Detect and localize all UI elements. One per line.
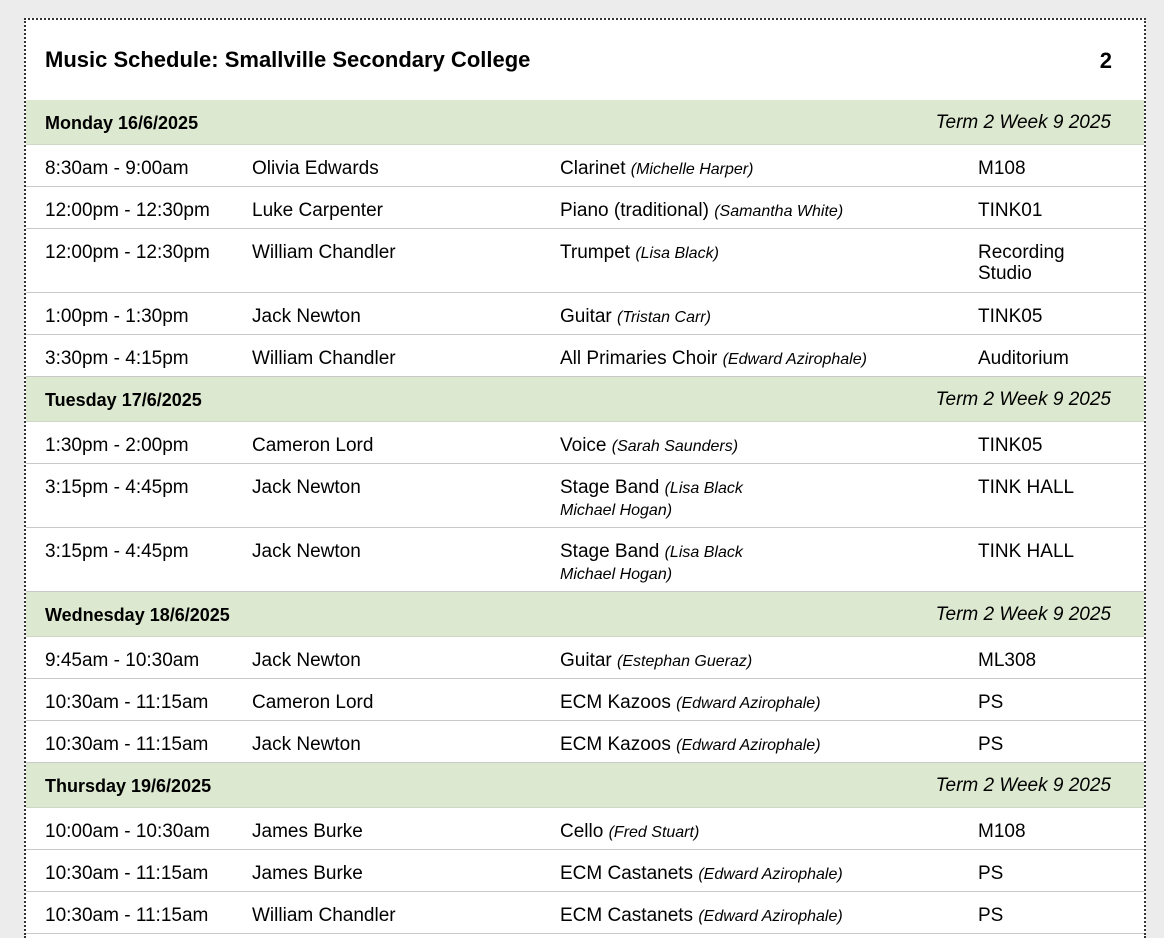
schedule-page — [24, 18, 1146, 938]
teacher-name: (Lisa Black Michael Hogan) — [560, 480, 743, 519]
schedule-row — [26, 721, 1144, 763]
room-name: M108 — [978, 158, 1026, 179]
lesson-cell — [560, 863, 960, 885]
room-name: PS — [978, 905, 1004, 926]
student-name: Olivia Edwards — [252, 158, 379, 179]
schedule-row — [26, 850, 1144, 892]
lesson-cell — [560, 692, 960, 714]
instrument-name: All Primaries Choir — [560, 348, 718, 369]
schedule-row — [26, 335, 1144, 377]
day-header — [26, 763, 1144, 808]
room-name: M108 — [978, 821, 1026, 842]
page-title: Music Schedule: Smallville Secondary College — [45, 47, 531, 72]
student-name: William Chandler — [252, 905, 396, 926]
schedule-row — [26, 229, 1144, 293]
teacher-name: (Edward Azirophale) — [698, 908, 843, 925]
instrument-name: Trumpet — [560, 242, 631, 263]
lesson-cell — [560, 541, 960, 585]
term-week-label: Term 2 Week 9 2025 — [935, 775, 1111, 796]
lesson-time: 1:00pm - 1:30pm — [45, 306, 189, 327]
lesson-cell — [560, 435, 960, 457]
term-week-label: Term 2 Week 9 2025 — [935, 112, 1111, 133]
room-name: TINK05 — [978, 306, 1043, 327]
instrument-name: Stage Band — [560, 541, 660, 562]
schedule-row — [26, 528, 1144, 592]
student-name: Jack Newton — [252, 541, 361, 562]
instrument-name: Piano (traditional) — [560, 200, 709, 221]
instrument-name: ECM Castanets — [560, 905, 694, 926]
teacher-name: (Tristan Carr) — [617, 309, 711, 326]
day-name: Tuesday 17/6/2025 — [45, 390, 202, 410]
teacher-name: (Lisa Black Michael Hogan) — [560, 544, 743, 583]
schedule-row — [26, 464, 1144, 528]
day-name: Wednesday 18/6/2025 — [45, 605, 230, 625]
lesson-time: 3:15pm - 4:45pm — [45, 541, 189, 562]
schedule-row — [26, 145, 1144, 187]
student-name: Cameron Lord — [252, 692, 374, 713]
page-number: 2 — [1099, 48, 1112, 73]
teacher-name: (Edward Azirophale) — [698, 866, 843, 883]
instrument-name: ECM Kazoos — [560, 692, 671, 713]
schedule-row — [26, 187, 1144, 229]
lesson-time: 1:30pm - 2:00pm — [45, 435, 189, 456]
schedule-row — [26, 808, 1144, 850]
room-name: PS — [978, 734, 1004, 755]
day-header — [26, 377, 1144, 422]
schedule-row — [26, 679, 1144, 721]
lesson-cell — [560, 821, 960, 843]
lesson-time: 10:30am - 11:15am — [45, 905, 209, 926]
student-name: William Chandler — [252, 348, 396, 369]
lesson-time: 10:30am - 11:15am — [45, 734, 209, 755]
teacher-name: (Estephan Gueraz) — [617, 653, 753, 670]
student-name: William Chandler — [252, 242, 396, 263]
schedule-row — [26, 892, 1144, 934]
instrument-name: Guitar — [560, 650, 612, 671]
instrument-name: ECM Kazoos — [560, 734, 671, 755]
lesson-cell — [560, 477, 960, 521]
student-name: Jack Newton — [252, 734, 361, 755]
room-name: Recording Studio — [978, 242, 1065, 284]
schedule-row — [26, 422, 1144, 464]
day-name: Thursday 19/6/2025 — [45, 776, 212, 796]
lesson-cell — [560, 348, 960, 370]
lesson-cell — [560, 242, 960, 264]
lesson-time: 12:00pm - 12:30pm — [45, 200, 210, 221]
instrument-name: Voice — [560, 435, 607, 456]
lesson-time: 3:15pm - 4:45pm — [45, 477, 189, 498]
lesson-time: 9:45am - 10:30am — [45, 650, 200, 671]
teacher-name: (Edward Azirophale) — [722, 351, 867, 368]
teacher-name: (Samantha White) — [714, 203, 844, 220]
lesson-cell — [560, 158, 960, 180]
teacher-name: (Fred Stuart) — [608, 824, 700, 841]
lesson-cell — [560, 905, 960, 927]
term-week-label: Term 2 Week 9 2025 — [935, 604, 1111, 625]
instrument-name: Clarinet — [560, 158, 626, 179]
teacher-name: (Lisa Black) — [635, 245, 719, 262]
lesson-cell — [560, 200, 960, 222]
lesson-time: 10:00am - 10:30am — [45, 821, 210, 842]
student-name: Jack Newton — [252, 306, 361, 327]
teacher-name: (Michelle Harper) — [630, 161, 754, 178]
student-name: James Burke — [252, 863, 363, 884]
room-name: TINK HALL — [978, 477, 1075, 498]
document-header — [26, 20, 1144, 100]
room-name: PS — [978, 863, 1004, 884]
term-week-label: Term 2 Week 9 2025 — [935, 389, 1111, 410]
room-name: PS — [978, 692, 1004, 713]
instrument-name: Guitar — [560, 306, 612, 327]
teacher-name: (Edward Azirophale) — [676, 695, 821, 712]
student-name: James Burke — [252, 821, 363, 842]
instrument-name: Cello — [560, 821, 604, 842]
room-name: TINK HALL — [978, 541, 1075, 562]
lesson-time: 10:30am - 11:15am — [45, 692, 209, 713]
schedule-body — [26, 100, 1144, 934]
schedule-row — [26, 637, 1144, 679]
lesson-time: 10:30am - 11:15am — [45, 863, 209, 884]
student-name: Jack Newton — [252, 477, 361, 498]
lesson-time: 3:30pm - 4:15pm — [45, 348, 189, 369]
room-name: ML308 — [978, 650, 1037, 671]
room-name: TINK05 — [978, 435, 1043, 456]
day-name: Monday 16/6/2025 — [45, 113, 199, 133]
teacher-name: (Sarah Saunders) — [611, 438, 739, 455]
teacher-name: (Edward Azirophale) — [676, 737, 821, 754]
instrument-name: ECM Castanets — [560, 863, 694, 884]
lesson-time: 8:30am - 9:00am — [45, 158, 189, 179]
schedule-row — [26, 293, 1144, 335]
room-name: Auditorium — [978, 348, 1069, 369]
lesson-cell — [560, 306, 960, 328]
day-header — [26, 100, 1144, 145]
student-name: Cameron Lord — [252, 435, 374, 456]
lesson-cell — [560, 734, 960, 756]
student-name: Jack Newton — [252, 650, 361, 671]
lesson-cell — [560, 650, 960, 672]
room-name: TINK01 — [978, 200, 1043, 221]
student-name: Luke Carpenter — [252, 200, 383, 221]
day-header — [26, 592, 1144, 637]
instrument-name: Stage Band — [560, 477, 660, 498]
lesson-time: 12:00pm - 12:30pm — [45, 242, 210, 263]
